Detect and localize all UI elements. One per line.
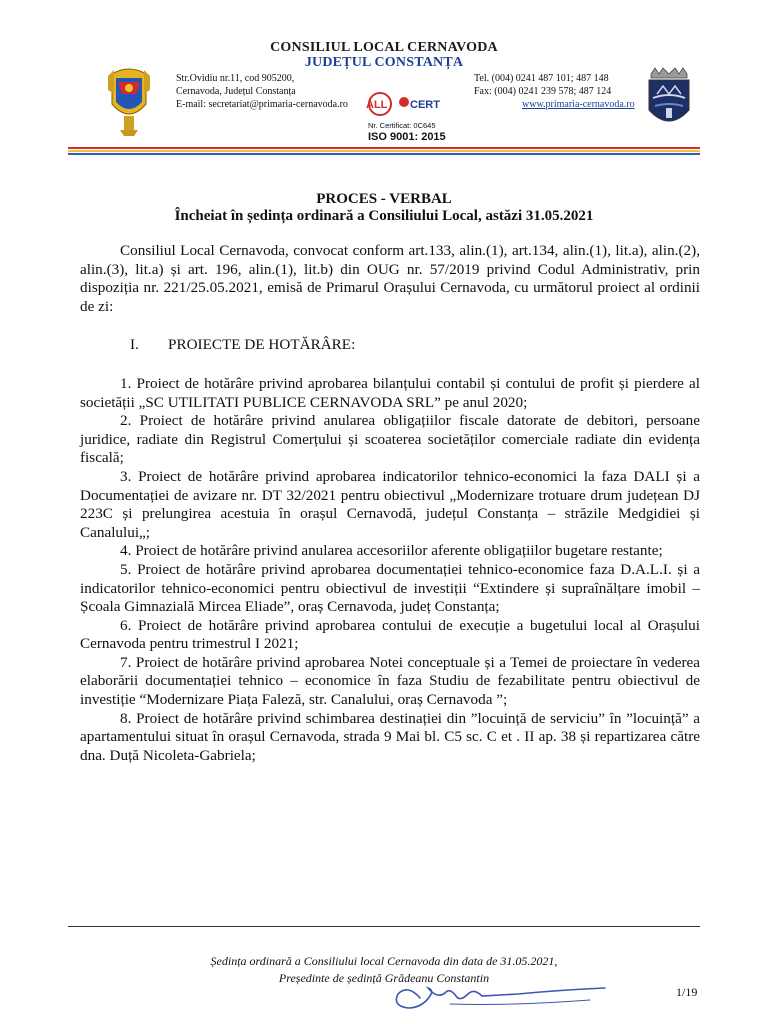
header-rule-yellow xyxy=(68,150,700,152)
document-title: PROCES - VERBAL xyxy=(316,191,452,207)
address-city: Cernavoda, Județul Constanța xyxy=(176,86,296,97)
contact-tel: Tel. (004) 0241 487 101; 487 148 xyxy=(474,73,609,84)
footer-president: Președinte de ședință Grădeanu Constantin xyxy=(278,971,490,985)
contact-website-link[interactable]: www.primaria-cernavoda.ro xyxy=(522,99,635,110)
romania-coat-of-arms-icon xyxy=(106,64,152,138)
agenda-item: 6. Proiect de hotărâre privind aprobarea contului de execuție a bugetului local al Orașului Cernavoda pentru trimestrul I 2021; xyxy=(80,616,700,653)
header-rule-red xyxy=(68,147,700,149)
document-subtitle: Încheiat în ședința ordinară a Consiliului Local, astăzi 31.05.2021 xyxy=(174,208,594,224)
footer-session: Ședința ordinară a Consiliului local Cernavoda din data de 31.05.2021, xyxy=(210,954,558,968)
footer-text xyxy=(0,953,768,987)
allcert-text-left: ALL xyxy=(366,99,388,111)
section-heading xyxy=(130,336,700,355)
council-contact xyxy=(474,72,635,111)
cernavoda-coat-of-arms-icon xyxy=(645,64,693,134)
address-street: Str.Ovidiu nr.11, cod 905200, xyxy=(176,73,295,84)
council-name: CONSILIUL LOCAL CERNAVODA xyxy=(270,40,498,55)
county-name: JUDEȚUL CONSTANȚA xyxy=(304,55,464,70)
footer-rule xyxy=(68,926,700,927)
document-body xyxy=(80,242,700,765)
agenda-item: 8. Proiect de hotărâre privind schimbarea destinației din ”locuință de serviciu” în ”locuință” a apartamentului situat în orașul Cernavoda, strada 9 Mai bl. C5 sc. C et . II ap. 38 și repartizarea către dna. Duță Nicoleta-Gabriela; xyxy=(80,709,700,764)
page-number: 1/19 xyxy=(676,985,698,999)
agenda-item: 2. Proiect de hotărâre privind anularea obligațiilor fiscale datorate de debitori, persoane juridice, radiate din Registrul Comerțului și scoaterea societăților comerciale radiate din evidența fiscală; xyxy=(80,412,700,467)
intro-paragraph: Consiliul Local Cernavoda, convocat conform art.133, alin.(1), art.134, alin.(1), lit.a), alin.(2), alin.(3), lit.a) și art. 196, alin.(1), lit.b) din OUG nr. 57/2019 privind Codul Administrativ, prin dispoziția nr. 221/25.05.2021, emisă de Primarul Orașului Cernavoda, cu următorul proiect al ordinii de zi: xyxy=(80,242,700,315)
section-numeral: I. xyxy=(130,336,139,354)
allcert-logo xyxy=(358,88,450,144)
council-address xyxy=(176,72,348,111)
agenda-item: 3. Proiect de hotărâre privind aprobarea indicatorilor tehnico-economici la faza DALI și a Documentației de avizare nr. DT 32/2021 pentru obiectivul „Modernizare trotuare drum județean DJ 223C și prelungirea acestuia în orașul Cernavodă, județul Constanța – străzile Medgidiei și Canalului„; xyxy=(80,467,700,541)
header-rule-blue xyxy=(68,153,700,155)
agenda-item: 4. Proiect de hotărâre privind anularea accesoriilor aferente obligațiilor bugetare restante; xyxy=(120,542,663,560)
handwritten-signature xyxy=(390,970,620,1018)
allcert-text-right: CERT xyxy=(410,99,440,111)
agenda-item: 1. Proiect de hotărâre privind aprobarea bilanțului contabil și contului de profit și pierdere al societății „SC UTILITATI PUBLICE CERNAVODA SRL” pe anul 2020; xyxy=(80,374,700,411)
agenda-item: 7. Proiect de hotărâre privind aprobarea Notei conceptuale și a Temei de proiectare în vederea elaborării documentației tehnico – economice în faza Studiu de fezabilitate pentru obiectivul de investiție “Modernizare Piața Faleză, str. Canalului, oraș Cernavoda ”; xyxy=(80,653,700,709)
cert-number: Nr. Certificat: 0C645 xyxy=(368,121,436,130)
section-title: PROIECTE DE HOTĂRÂRE: xyxy=(168,336,356,354)
iso-label: ISO 9001: 2015 xyxy=(368,131,446,143)
address-email: E-mail: secretariat@primaria-cernavoda.ro xyxy=(176,99,348,110)
contact-fax: Fax: (004) 0241 239 578; 487 124 xyxy=(474,86,612,97)
agenda-item: 5. Proiect de hotărâre privind aprobarea documentației tehnico-economice faza D.A.L.I. și a indicatorilor tehnico-economici pentru obiectivul de investiții “Extindere și supraînălțare imobil – Școala Gimnazială Mircea Eliade”, oraș Cernavoda, județ Constanța; xyxy=(80,560,700,616)
